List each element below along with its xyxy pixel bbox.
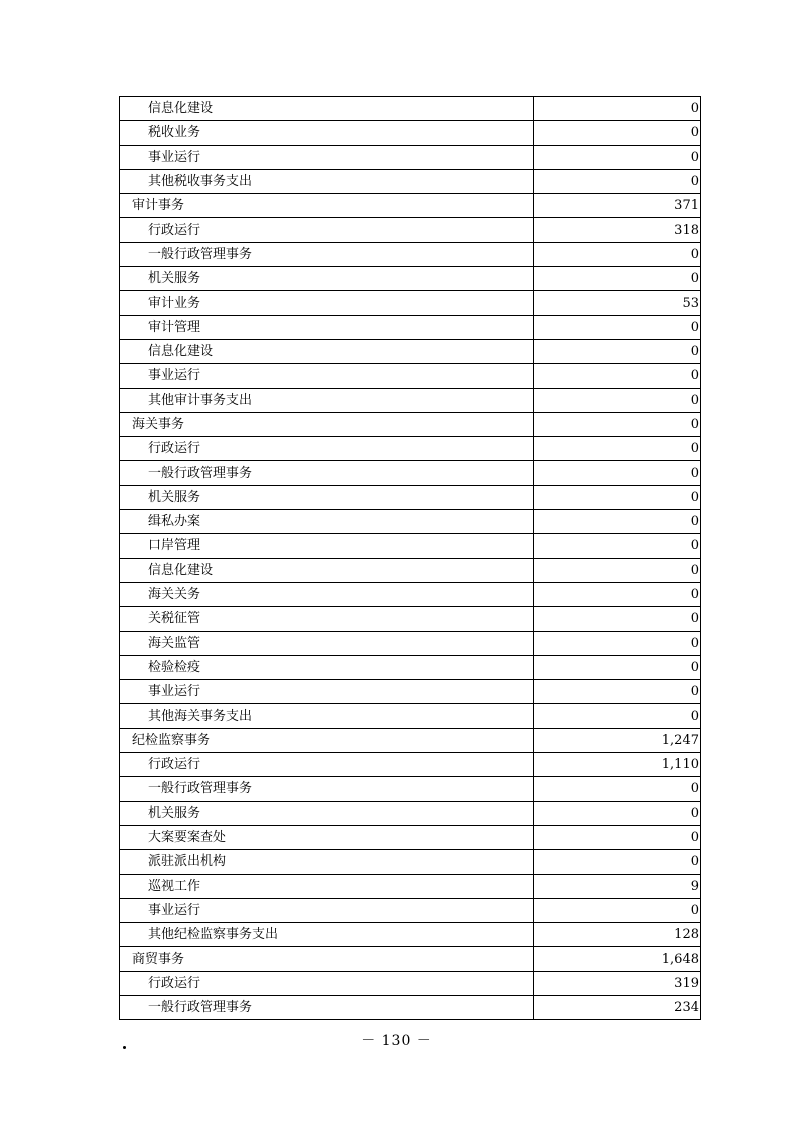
table-row — [120, 267, 701, 291]
row-amount: 0 — [534, 631, 701, 655]
row-amount: 0 — [534, 242, 701, 266]
table-row — [120, 680, 701, 704]
row-item-name: 机关服务 — [120, 267, 534, 291]
table-row — [120, 291, 701, 315]
row-amount: 234 — [534, 995, 701, 1019]
row-amount: 319 — [534, 971, 701, 995]
page-number: － 130 － — [361, 1033, 432, 1049]
row-amount: 0 — [534, 145, 701, 169]
row-amount: 9 — [534, 874, 701, 898]
table-row — [120, 315, 701, 339]
row-amount: 1,247 — [534, 728, 701, 752]
table-row — [120, 121, 701, 145]
table-row — [120, 461, 701, 485]
row-amount: 0 — [534, 169, 701, 193]
row-amount: 0 — [534, 558, 701, 582]
row-amount: 371 — [534, 194, 701, 218]
row-amount: 1,648 — [534, 947, 701, 971]
row-amount: 0 — [534, 534, 701, 558]
row-amount: 0 — [534, 461, 701, 485]
row-item-name: 事业运行 — [120, 145, 534, 169]
row-amount: 0 — [534, 121, 701, 145]
row-amount: 0 — [534, 850, 701, 874]
table-row — [120, 510, 701, 534]
row-item-name: 一般行政管理事务 — [120, 777, 534, 801]
row-item-name: 大案要案查处 — [120, 825, 534, 849]
row-amount: 0 — [534, 825, 701, 849]
row-item-name: 其他审计事务支出 — [120, 388, 534, 412]
row-item-name: 巡视工作 — [120, 874, 534, 898]
table-row — [120, 145, 701, 169]
row-item-name: 口岸管理 — [120, 534, 534, 558]
table-row — [120, 753, 701, 777]
row-item-name: 纪检监察事务 — [120, 728, 534, 752]
row-item-name: 其他纪检监察事务支出 — [120, 923, 534, 947]
row-item-name: 一般行政管理事务 — [120, 461, 534, 485]
row-item-name: 审计管理 — [120, 315, 534, 339]
row-item-name: 关税征管 — [120, 607, 534, 631]
table-row — [120, 971, 701, 995]
row-item-name: 一般行政管理事务 — [120, 995, 534, 1019]
row-item-name: 事业运行 — [120, 680, 534, 704]
table-row — [120, 607, 701, 631]
table-row — [120, 631, 701, 655]
table-row — [120, 485, 701, 509]
table-row — [120, 995, 701, 1019]
table-row — [120, 364, 701, 388]
row-amount: 53 — [534, 291, 701, 315]
table-row — [120, 194, 701, 218]
row-amount: 0 — [534, 582, 701, 606]
table-row — [120, 169, 701, 193]
table-row — [120, 437, 701, 461]
budget-table — [119, 96, 701, 1020]
row-amount: 0 — [534, 339, 701, 363]
row-amount: 0 — [534, 485, 701, 509]
row-amount: 0 — [534, 898, 701, 922]
row-item-name: 信息化建设 — [120, 339, 534, 363]
row-item-name: 机关服务 — [120, 801, 534, 825]
row-amount: 318 — [534, 218, 701, 242]
row-item-name: 审计事务 — [120, 194, 534, 218]
table-row — [120, 534, 701, 558]
row-item-name: 事业运行 — [120, 898, 534, 922]
row-item-name: 检验检疫 — [120, 655, 534, 679]
row-amount: 0 — [534, 655, 701, 679]
row-item-name: 税收业务 — [120, 121, 534, 145]
row-amount: 0 — [534, 510, 701, 534]
table-row — [120, 339, 701, 363]
table-row — [120, 801, 701, 825]
row-amount: 0 — [534, 267, 701, 291]
row-item-name: 行政运行 — [120, 971, 534, 995]
table-row — [120, 242, 701, 266]
row-item-name: 行政运行 — [120, 753, 534, 777]
table-row — [120, 825, 701, 849]
row-amount: 0 — [534, 607, 701, 631]
table-row — [120, 388, 701, 412]
row-item-name: 行政运行 — [120, 437, 534, 461]
table-row — [120, 97, 701, 121]
row-item-name: 行政运行 — [120, 218, 534, 242]
row-amount: 0 — [534, 97, 701, 121]
row-amount: 0 — [534, 315, 701, 339]
table-row — [120, 582, 701, 606]
table-row — [120, 777, 701, 801]
row-item-name: 信息化建设 — [120, 558, 534, 582]
table-row — [120, 704, 701, 728]
row-item-name: 事业运行 — [120, 364, 534, 388]
row-item-name: 机关服务 — [120, 485, 534, 509]
row-amount: 0 — [534, 388, 701, 412]
table-row — [120, 923, 701, 947]
footer-dot — [123, 1046, 126, 1049]
row-item-name: 商贸事务 — [120, 947, 534, 971]
row-amount: 128 — [534, 923, 701, 947]
row-item-name: 缉私办案 — [120, 510, 534, 534]
row-amount: 0 — [534, 412, 701, 436]
row-amount: 0 — [534, 364, 701, 388]
table-row — [120, 412, 701, 436]
row-amount: 0 — [534, 680, 701, 704]
row-item-name: 其他税收事务支出 — [120, 169, 534, 193]
table-row — [120, 728, 701, 752]
row-item-name: 审计业务 — [120, 291, 534, 315]
table-row — [120, 558, 701, 582]
row-amount: 0 — [534, 704, 701, 728]
table-row — [120, 850, 701, 874]
row-item-name: 海关监管 — [120, 631, 534, 655]
table-row — [120, 874, 701, 898]
row-item-name: 其他海关事务支出 — [120, 704, 534, 728]
row-item-name: 派驻派出机构 — [120, 850, 534, 874]
row-amount: 1,110 — [534, 753, 701, 777]
row-amount: 0 — [534, 437, 701, 461]
table-row — [120, 947, 701, 971]
table-row — [120, 655, 701, 679]
row-item-name: 一般行政管理事务 — [120, 242, 534, 266]
row-amount: 0 — [534, 777, 701, 801]
table-body — [120, 97, 701, 1020]
table-row — [120, 898, 701, 922]
row-item-name: 海关关务 — [120, 582, 534, 606]
table-row — [120, 218, 701, 242]
row-item-name: 海关事务 — [120, 412, 534, 436]
row-amount: 0 — [534, 801, 701, 825]
row-item-name: 信息化建设 — [120, 97, 534, 121]
